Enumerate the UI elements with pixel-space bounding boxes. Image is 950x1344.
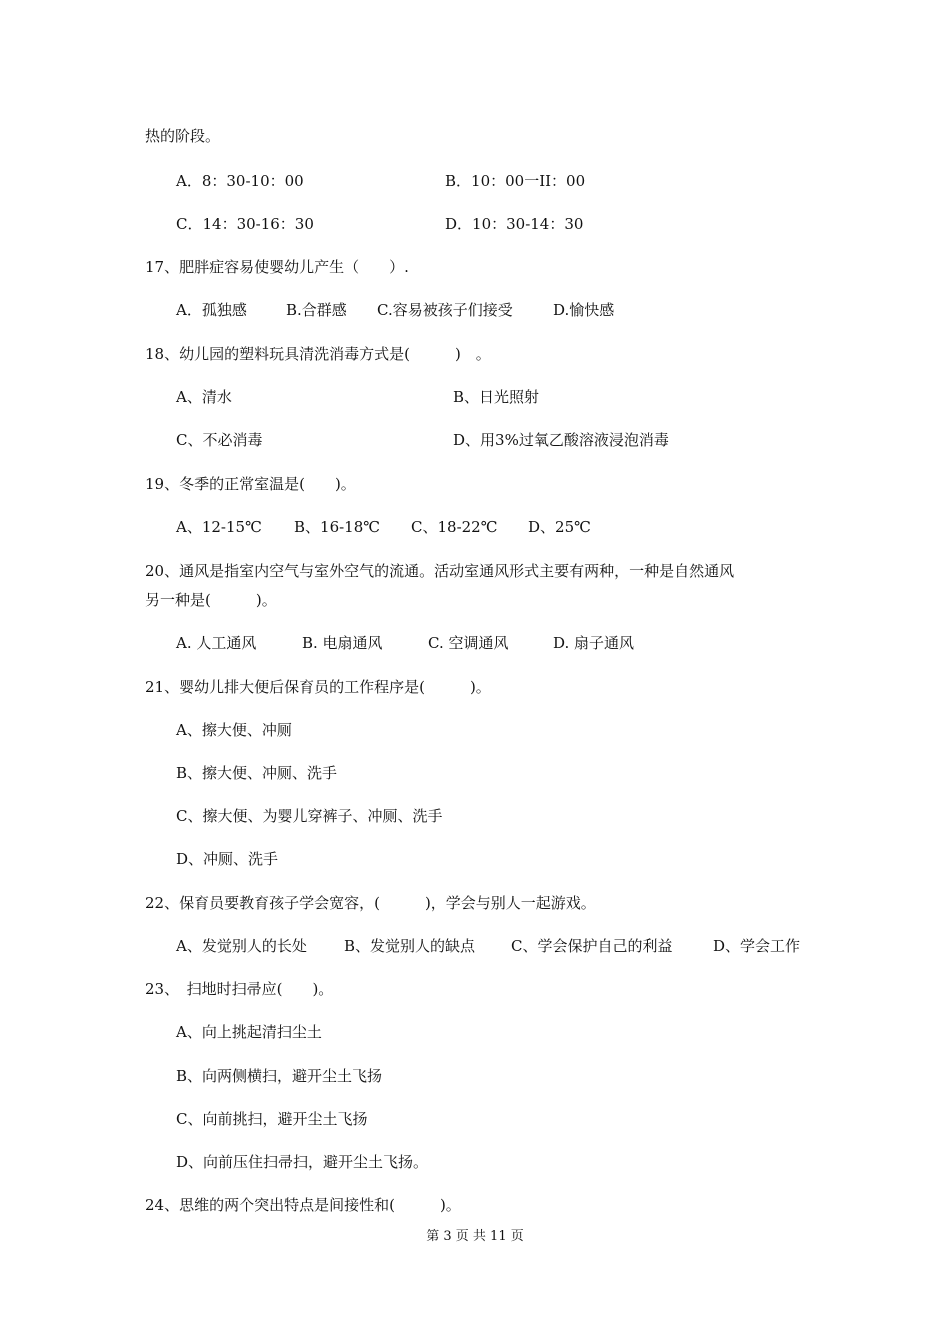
q21-option-d: D、冲厕、洗手 (176, 850, 279, 868)
q23-option-a: A、向上挑起清扫尘土 (176, 1023, 322, 1041)
continuation-text: 热的阶段。 (145, 127, 221, 145)
q24-stem: 24、思维的两个突出特点是间接性和( )。 (145, 1196, 461, 1214)
q20-stem-line1: 20、通风是指室内空气与室外空气的流通。活动室通风形式主要有两种，一种是自然通风 (145, 562, 735, 580)
q23-option-c: C、向前挑扫，避开尘土飞扬 (176, 1110, 368, 1128)
q17-option-a: A．孤独感 (176, 301, 247, 319)
q16-option-a: A．8：30-10：00 (176, 172, 304, 190)
q17-stem: 17、肥胖症容易使婴幼儿产生（ ）. (145, 258, 409, 276)
q22-option-c: C、学会保护自己的利益 (511, 937, 673, 955)
q18-option-a: A、清水 (176, 388, 232, 406)
q21-option-a: A、擦大便、冲厕 (176, 721, 292, 739)
q20-option-c: C. 空调通风 (428, 634, 509, 652)
q18-option-d: D、用3%过氧乙酸溶液浸泡消毒 (453, 431, 669, 449)
q22-stem: 22、保育员要教育孩子学会宽容，( )，学会与别人一起游戏。 (145, 894, 596, 912)
q21-option-c: C、擦大便、为婴儿穿裤子、冲厕、洗手 (176, 807, 443, 825)
q23-option-b: B、向两侧横扫，避开尘土飞扬 (176, 1067, 383, 1085)
q21-option-b: B、擦大便、冲厕、洗手 (176, 764, 338, 782)
q22-option-a: A、发觉别人的长处 (176, 937, 307, 955)
q20-stem-line2: 另一种是( )。 (145, 591, 277, 609)
q17-option-c: C.容易被孩子们接受 (377, 301, 513, 319)
q16-option-c: C．14：30-16：30 (176, 215, 314, 233)
q16-option-d: D．10：30-14：30 (445, 215, 584, 233)
page-footer: 第 3 页 共 11 页 (426, 1229, 524, 1244)
q19-option-b: B、16-18℃ (294, 518, 381, 536)
q22-option-d: D、学会工作 (713, 937, 801, 955)
q19-option-a: A、12-15℃ (176, 518, 262, 536)
q18-stem: 18、幼儿园的塑料玩具清洗消毒方式是( ) 。 (145, 345, 491, 363)
q20-option-a: A. 人工通风 (176, 634, 257, 652)
q22-option-b: B、发觉别人的缺点 (344, 937, 476, 955)
q17-option-b: B.合群感 (286, 301, 347, 319)
q18-option-c: C、不必消毒 (176, 431, 263, 449)
q19-option-d: D、25℃ (528, 518, 591, 536)
q23-stem: 23、 扫地时扫帚应( )。 (145, 980, 334, 998)
q16-option-b: B．10：00一II：00 (445, 172, 586, 190)
q19-stem: 19、冬季的正常室温是( )。 (145, 475, 356, 493)
q18-option-b: B、日光照射 (453, 388, 540, 406)
q20-option-d: D. 扇子通风 (553, 634, 635, 652)
q21-stem: 21、婴幼儿排大便后保育员的工作程序是( )。 (145, 678, 491, 696)
q23-option-d: D、向前压住扫帚扫，避开尘土飞扬。 (176, 1153, 429, 1171)
q19-option-c: C、18-22℃ (411, 518, 498, 536)
q20-option-b: B. 电扇通风 (302, 634, 383, 652)
q17-option-d: D.愉快感 (553, 301, 615, 319)
